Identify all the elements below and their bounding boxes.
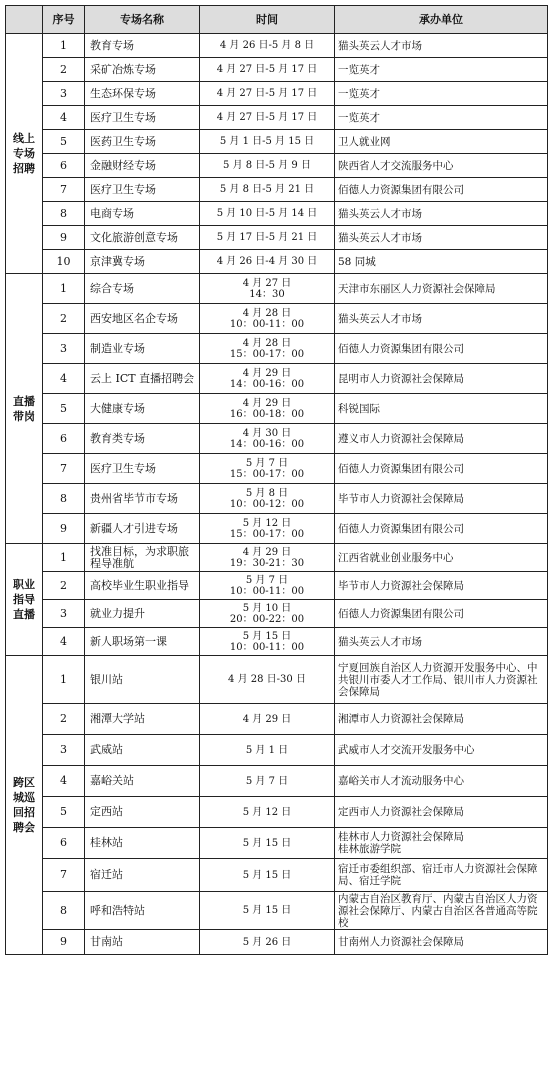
header-number: 序号 <box>43 6 85 34</box>
row-number: 5 <box>43 130 85 154</box>
table-row <box>6 828 548 859</box>
row-number: 4 <box>43 364 85 394</box>
row-number: 6 <box>43 828 85 859</box>
event-time: 4 月 28 日 15：00-17：00 <box>200 334 335 364</box>
row-number: 2 <box>43 58 85 82</box>
event-organizer: 佰德人力资源集团有限公司 <box>335 334 548 364</box>
category-cell: 跨区 城巡 回招 聘会 <box>6 656 43 955</box>
table-row <box>6 930 548 955</box>
table-row <box>6 892 548 930</box>
event-name: 新人职场第一课 <box>85 628 200 656</box>
event-name: 综合专场 <box>85 274 200 304</box>
event-organizer: 科锐国际 <box>335 394 548 424</box>
event-time: 5 月 26 日 <box>200 930 335 955</box>
event-organizer: 一览英才 <box>335 106 548 130</box>
table-row <box>6 514 548 544</box>
header-time: 时间 <box>200 6 335 34</box>
event-name: 定西站 <box>85 797 200 828</box>
row-number: 8 <box>43 202 85 226</box>
table-row <box>6 274 548 304</box>
row-number: 4 <box>43 766 85 797</box>
table-row <box>6 572 548 600</box>
event-name: 生态环保专场 <box>85 82 200 106</box>
event-organizer: 一览英才 <box>335 58 548 82</box>
table-row <box>6 34 548 58</box>
event-organizer: 佰德人力资源集团有限公司 <box>335 600 548 628</box>
event-name: 武威站 <box>85 735 200 766</box>
row-number: 5 <box>43 394 85 424</box>
event-time: 5 月 10 日 20：00-22：00 <box>200 600 335 628</box>
event-time: 5 月 15 日 <box>200 859 335 892</box>
row-number: 3 <box>43 600 85 628</box>
event-time: 5 月 7 日 15：00-17：00 <box>200 454 335 484</box>
event-name: 呼和浩特站 <box>85 892 200 930</box>
table-row <box>6 202 548 226</box>
event-name: 制造业专场 <box>85 334 200 364</box>
row-number: 8 <box>43 484 85 514</box>
row-number: 9 <box>43 226 85 250</box>
event-organizer: 江西省就业创业服务中心 <box>335 544 548 572</box>
event-organizer: 定西市人力资源社会保障局 <box>335 797 548 828</box>
table-row <box>6 735 548 766</box>
event-organizer: 天津市东丽区人力资源社会保障局 <box>335 274 548 304</box>
row-number: 1 <box>43 274 85 304</box>
table-row <box>6 154 548 178</box>
table-row <box>6 859 548 892</box>
event-organizer: 宿迁市委组织部、宿迁市人力资源社会保障局、宿迁学院 <box>335 859 548 892</box>
table-row <box>6 334 548 364</box>
event-name: 桂林站 <box>85 828 200 859</box>
event-name: 采矿冶炼专场 <box>85 58 200 82</box>
table-row <box>6 304 548 334</box>
event-time: 4 月 29 日 14：00-16：00 <box>200 364 335 394</box>
event-name: 西安地区名企专场 <box>85 304 200 334</box>
table-row <box>6 656 548 704</box>
row-number: 3 <box>43 334 85 364</box>
event-name: 新疆人才引进专场 <box>85 514 200 544</box>
event-organizer: 内蒙古自治区教育厅、内蒙古自治区人力资源社会保障厅、内蒙古自治区各普通高等院校 <box>335 892 548 930</box>
event-organizer: 嘉峪关市人才流动服务中心 <box>335 766 548 797</box>
event-organizer: 卫人就业网 <box>335 130 548 154</box>
row-number: 8 <box>43 892 85 930</box>
event-organizer: 桂林市人力资源社会保障局 桂林旅游学院 <box>335 828 548 859</box>
event-time: 5 月 8 日 10：00-12：00 <box>200 484 335 514</box>
event-organizer: 毕节市人力资源社会保障局 <box>335 572 548 600</box>
row-number: 10 <box>43 250 85 274</box>
event-time: 4 月 28 日 10：00-11：00 <box>200 304 335 334</box>
event-name: 金融财经专场 <box>85 154 200 178</box>
event-name: 高校毕业生职业指导 <box>85 572 200 600</box>
row-number: 7 <box>43 859 85 892</box>
event-name: 大健康专场 <box>85 394 200 424</box>
row-number: 6 <box>43 154 85 178</box>
event-time: 5 月 8 日-5 月 21 日 <box>200 178 335 202</box>
event-name: 银川站 <box>85 656 200 704</box>
header-category <box>6 6 43 34</box>
table-row <box>6 766 548 797</box>
event-time: 5 月 7 日 10：00-11：00 <box>200 572 335 600</box>
document-page <box>5 5 547 955</box>
event-time: 5 月 12 日 15：00-17：00 <box>200 514 335 544</box>
row-number: 1 <box>43 544 85 572</box>
event-name: 文化旅游创意专场 <box>85 226 200 250</box>
row-number: 2 <box>43 572 85 600</box>
table-row <box>6 797 548 828</box>
event-organizer: 猫头英云人才市场 <box>335 226 548 250</box>
event-time: 4 月 26 日-4 月 30 日 <box>200 250 335 274</box>
event-organizer: 一览英才 <box>335 82 548 106</box>
event-organizer: 猫头英云人才市场 <box>335 202 548 226</box>
header-name: 专场名称 <box>85 6 200 34</box>
event-time: 5 月 1 日-5 月 15 日 <box>200 130 335 154</box>
row-number: 2 <box>43 704 85 735</box>
table-row <box>6 250 548 274</box>
header-row <box>6 6 548 34</box>
event-name: 云上 ICT 直播招聘会 <box>85 364 200 394</box>
event-name: 嘉峪关站 <box>85 766 200 797</box>
event-organizer: 佰德人力资源集团有限公司 <box>335 178 548 202</box>
event-name: 贵州省毕节市专场 <box>85 484 200 514</box>
row-number: 6 <box>43 424 85 454</box>
event-time: 4 月 27 日 14：30 <box>200 274 335 304</box>
event-organizer: 猫头英云人才市场 <box>335 304 548 334</box>
event-organizer: 湘潭市人力资源社会保障局 <box>335 704 548 735</box>
event-name: 医疗卫生专场 <box>85 106 200 130</box>
event-organizer: 佰德人力资源集团有限公司 <box>335 514 548 544</box>
table-body <box>6 34 548 955</box>
event-name: 甘南站 <box>85 930 200 955</box>
event-name: 教育类专场 <box>85 424 200 454</box>
event-time: 4 月 27 日-5 月 17 日 <box>200 82 335 106</box>
table-row <box>6 544 548 572</box>
event-name: 湘潭大学站 <box>85 704 200 735</box>
table-row <box>6 82 548 106</box>
event-name: 教育专场 <box>85 34 200 58</box>
event-time: 5 月 7 日 <box>200 766 335 797</box>
event-organizer: 宁夏回族自治区人力资源开发服务中心、中共银川市委人才工作局、银川市人力资源社会保障局 <box>335 656 548 704</box>
row-number: 2 <box>43 304 85 334</box>
row-number: 4 <box>43 628 85 656</box>
event-name: 京津冀专场 <box>85 250 200 274</box>
event-organizer: 武威市人才交流开发服务中心 <box>335 735 548 766</box>
row-number: 1 <box>43 34 85 58</box>
table-row <box>6 628 548 656</box>
event-name: 电商专场 <box>85 202 200 226</box>
row-number: 3 <box>43 735 85 766</box>
event-organizer: 甘南州人力资源社会保障局 <box>335 930 548 955</box>
event-organizer: 遵义市人力资源社会保障局 <box>335 424 548 454</box>
event-time: 5 月 15 日 10：00-11：00 <box>200 628 335 656</box>
table-row <box>6 454 548 484</box>
event-time: 4 月 27 日-5 月 17 日 <box>200 58 335 82</box>
table-row <box>6 58 548 82</box>
event-time: 4 月 28 日-30 日 <box>200 656 335 704</box>
event-name: 医疗卫生专场 <box>85 454 200 484</box>
row-number: 4 <box>43 106 85 130</box>
event-name: 就业力提升 <box>85 600 200 628</box>
header-organizer: 承办单位 <box>335 6 548 34</box>
row-number: 1 <box>43 656 85 704</box>
category-cell: 线上 专场 招聘 <box>6 34 43 274</box>
event-time: 4 月 30 日 14：00-16：00 <box>200 424 335 454</box>
table-row <box>6 484 548 514</box>
row-number: 3 <box>43 82 85 106</box>
event-organizer: 陕西省人才交流服务中心 <box>335 154 548 178</box>
row-number: 9 <box>43 930 85 955</box>
event-time: 4 月 29 日 16：00-18：00 <box>200 394 335 424</box>
table-row <box>6 600 548 628</box>
event-name: 宿迁站 <box>85 859 200 892</box>
row-number: 7 <box>43 178 85 202</box>
table-row <box>6 106 548 130</box>
table-row <box>6 704 548 735</box>
event-time: 5 月 10 日-5 月 14 日 <box>200 202 335 226</box>
table-row <box>6 424 548 454</box>
category-cell: 职业 指导 直播 <box>6 544 43 656</box>
event-organizer: 佰德人力资源集团有限公司 <box>335 454 548 484</box>
event-time: 4 月 27 日-5 月 17 日 <box>200 106 335 130</box>
table-row <box>6 226 548 250</box>
event-time: 4 月 29 日 19：30-21：30 <box>200 544 335 572</box>
row-number: 9 <box>43 514 85 544</box>
event-time: 4 月 29 日 <box>200 704 335 735</box>
event-time: 4 月 26 日-5 月 8 日 <box>200 34 335 58</box>
event-time: 5 月 8 日-5 月 9 日 <box>200 154 335 178</box>
event-time: 5 月 17 日-5 月 21 日 <box>200 226 335 250</box>
event-name: 医疗卫生专场 <box>85 178 200 202</box>
event-time: 5 月 15 日 <box>200 892 335 930</box>
event-organizer: 猫头英云人才市场 <box>335 34 548 58</box>
table-row <box>6 178 548 202</box>
event-organizer: 昆明市人力资源社会保障局 <box>335 364 548 394</box>
events-table <box>5 5 548 955</box>
row-number: 5 <box>43 797 85 828</box>
table-row <box>6 394 548 424</box>
event-time: 5 月 15 日 <box>200 828 335 859</box>
event-organizer: 毕节市人力资源社会保障局 <box>335 484 548 514</box>
table-row <box>6 130 548 154</box>
row-number: 7 <box>43 454 85 484</box>
event-organizer: 猫头英云人才市场 <box>335 628 548 656</box>
event-time: 5 月 12 日 <box>200 797 335 828</box>
category-cell: 直播 带岗 <box>6 274 43 544</box>
event-organizer: 58 同城 <box>335 250 548 274</box>
event-time: 5 月 1 日 <box>200 735 335 766</box>
event-name: 医药卫生专场 <box>85 130 200 154</box>
event-name: 找准目标，为求职旅程导准航 <box>85 544 200 572</box>
table-row <box>6 364 548 394</box>
